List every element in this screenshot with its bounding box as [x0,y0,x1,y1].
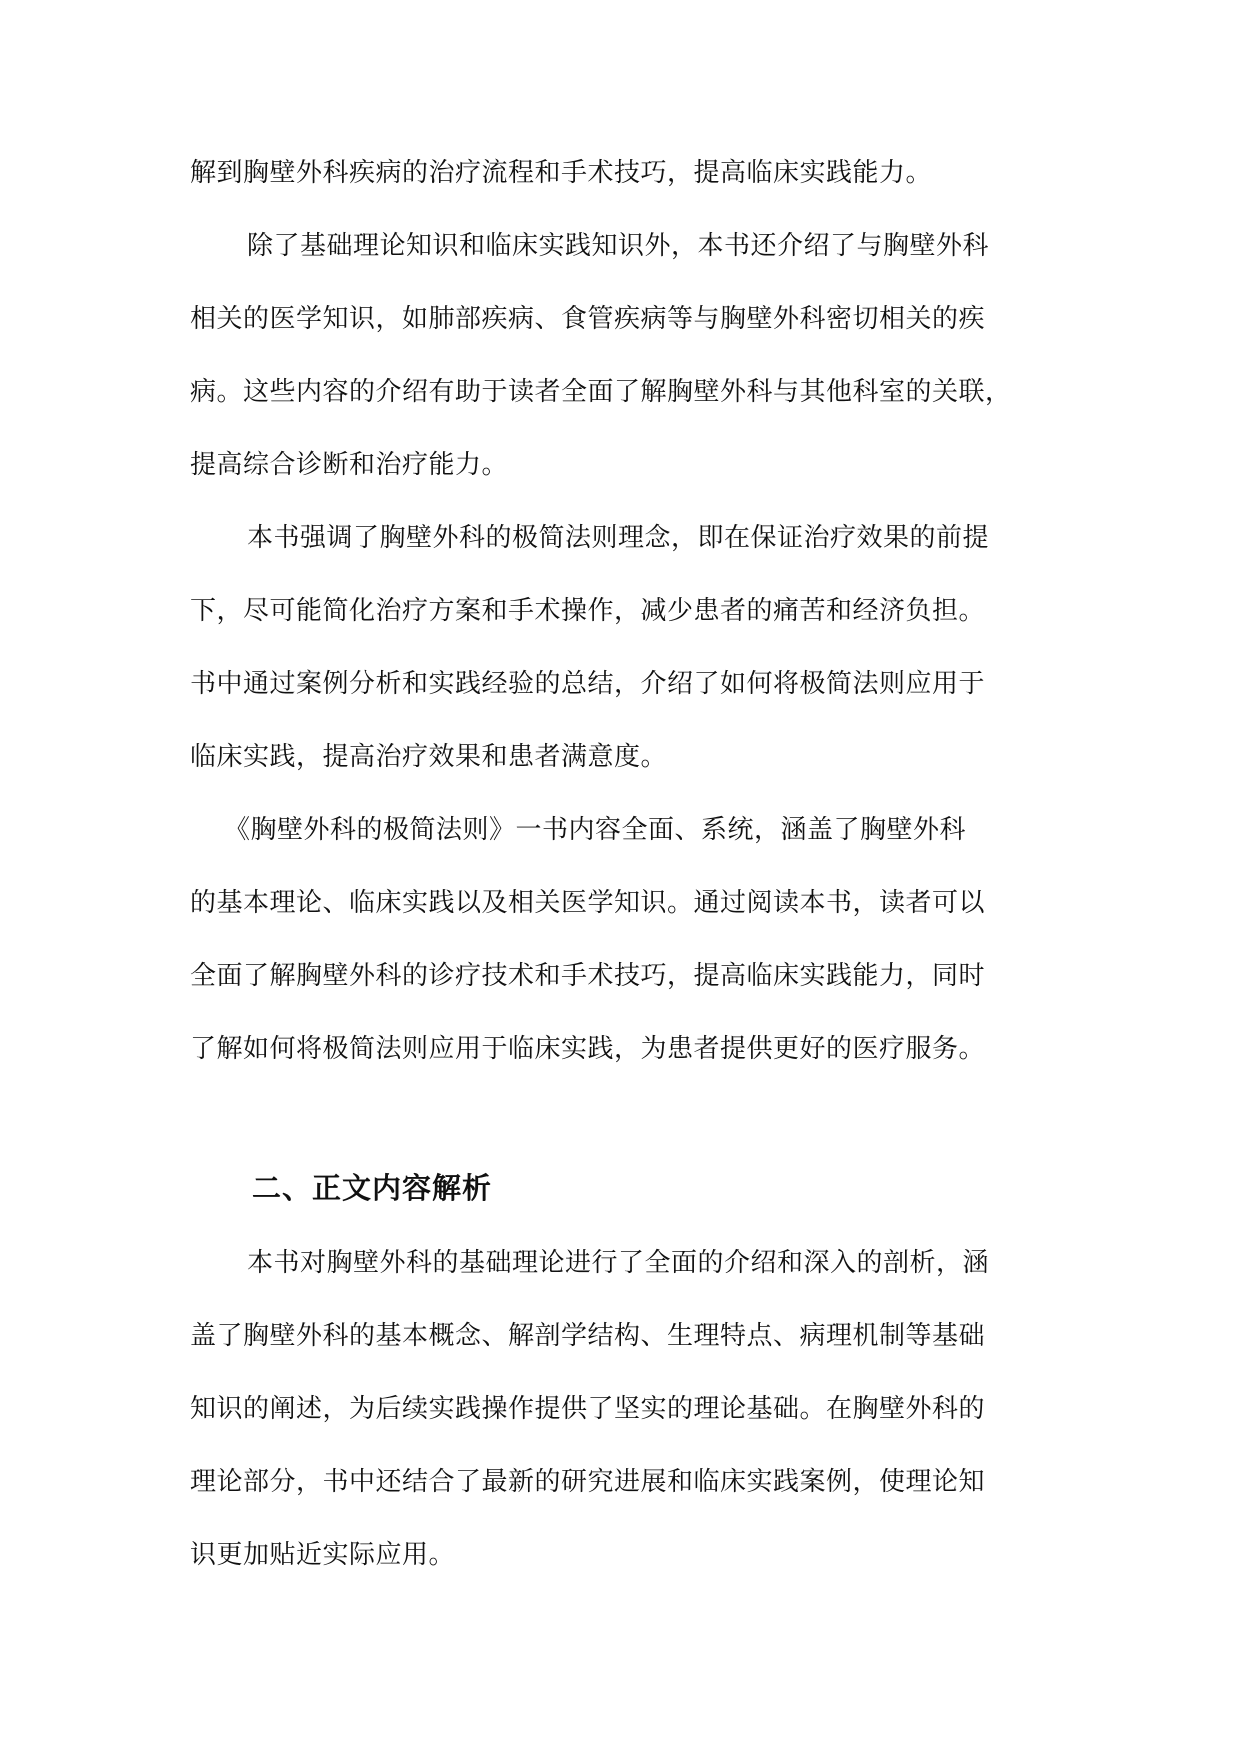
paragraph-line: 本书对胸壁外科的基础理论进行了全面的介绍和深入的剖析，涵 [247,1248,990,1278]
paragraph-line: 了解如何将极简法则应用于临床实践，为患者提供更好的医疗服务。 [190,1034,986,1064]
paragraph-line: 理论部分，书中还结合了最新的研究进展和临床实践案例，使理论知 [190,1467,986,1497]
section-heading: 二、正文内容解析 [252,1171,493,1205]
paragraph-line: 全面了解胸壁外科的诊疗技术和手术技巧，提高临床实践能力，同时 [190,961,986,991]
paragraph-line: 书中通过案例分析和实践经验的总结，介绍了如何将极简法则应用于 [190,669,986,699]
paragraph-line: 《胸壁外科的极简法则》一书内容全面、系统，涵盖了胸壁外科 [224,815,967,845]
paragraph-line: 临床实践，提高治疗效果和患者满意度。 [190,742,668,772]
paragraph-line: 解到胸壁外科疾病的治疗流程和手术技巧，提高临床实践能力。 [190,158,933,188]
paragraph-line: 盖了胸壁外科的基本概念、解剖学结构、生理特点、病理机制等基础 [190,1321,986,1351]
paragraph-line: 除了基础理论知识和临床实践知识外，本书还介绍了与胸壁外科 [247,231,990,261]
paragraph-line: 的基本理论、临床实践以及相关医学知识。通过阅读本书，读者可以 [190,888,986,918]
paragraph-line: 提高综合诊断和治疗能力。 [190,450,509,480]
paragraph-line: 知识的阐述，为后续实践操作提供了坚实的理论基础。在胸壁外科的 [190,1394,986,1424]
paragraph-line: 识更加贴近实际应用。 [190,1540,456,1570]
paragraph-line: 相关的医学知识，如肺部疾病、食管疾病等与胸壁外科密切相关的疾 [190,304,986,334]
paragraph-line: 下，尽可能简化治疗方案和手术操作，减少患者的痛苦和经济负担。 [190,596,986,626]
paragraph-line: 本书强调了胸壁外科的极简法则理念，即在保证治疗效果的前提 [247,523,990,553]
paragraph-line: 病。这些内容的介绍有助于读者全面了解胸壁外科与其他科室的关联， [190,377,1012,407]
